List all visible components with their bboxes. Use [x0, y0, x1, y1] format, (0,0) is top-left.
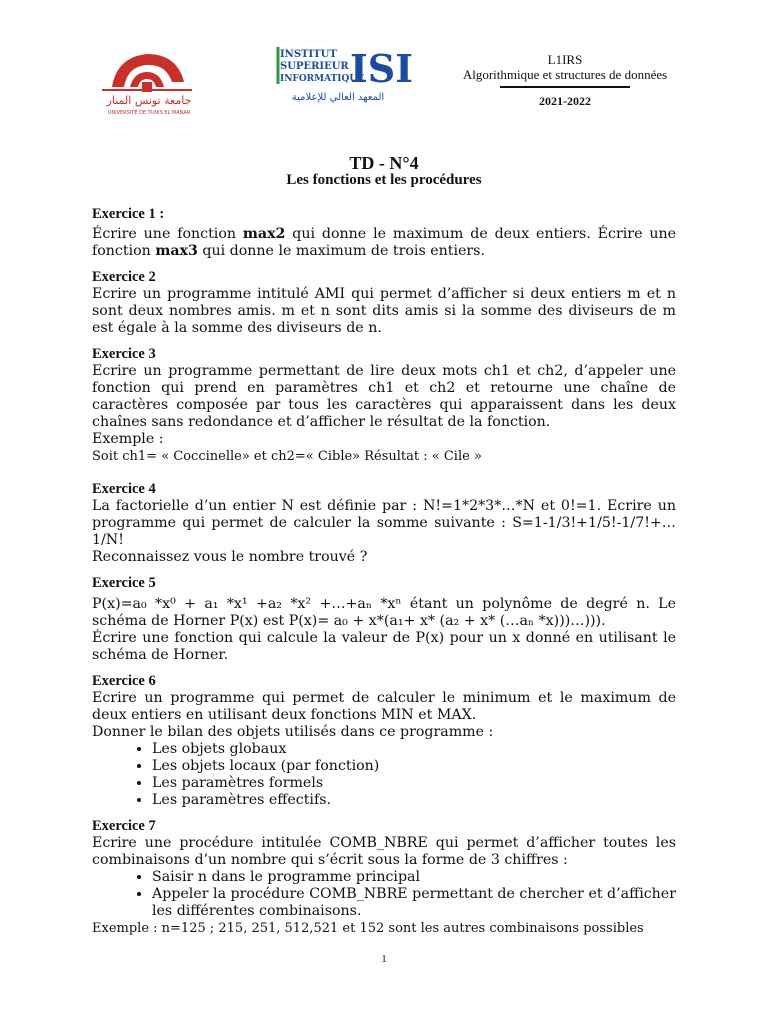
- list-item: • Appeler la procédure COMB_NBRE permettant de chercher et d’afficher les différentes combinaisons.: [152, 886, 676, 920]
- exercise-7-example: Exemple : n=125 ; 215, 251, 512,521 et 152 sont les autres combinaisons possibles: [92, 921, 644, 936]
- page-number: 1: [381, 953, 387, 965]
- list-item: • Les paramètres effectifs.: [152, 792, 676, 809]
- level-label: L1IRS: [547, 52, 583, 67]
- svg-text:SUPERIEUR: SUPERIEUR: [280, 61, 349, 72]
- course-name: Algorithmique et structures de données: [462, 67, 668, 82]
- exercise-1-heading: Exercice 1 :: [92, 206, 165, 222]
- exercise-7-list: [92, 869, 676, 920]
- exercise-1-text: Écrire une fonction max2 qui donne le maximum de deux entiers. Écrire une fonction max3 qui donne le maximum de trois entiers.: [92, 226, 677, 259]
- svg-text:INFORMATIQUE: INFORMATIQUE: [280, 74, 365, 84]
- header-rule: [500, 86, 630, 88]
- exercise-6-text: Ecrire un programme qui permet de calculer le minimum et le maximum de deux entiers en utilisant deux fonctions MIN et MAX.: [92, 690, 676, 723]
- exercise-7-text: Ecrire une procédure intitulée COMB_NBRE qui permet d’afficher toutes les combinaisons d’un nombre qui s’écrit sous la forme de 3 chiffres :: [92, 835, 676, 868]
- exercise-5-polynomial: P(x)=a₀ *x⁰ + a₁ *x¹ +a₂ *x² +…+aₙ *xⁿ étant un polynôme de degré n. Le schéma de Horner P(x) est P(x)= a₀ + x*(a₁+ x* (a₂ + x* (…aₙ *x)))…))).: [92, 596, 676, 629]
- exercise-4-question: Reconnaissez vous le nombre trouvé ?: [92, 549, 368, 565]
- course-header: [430, 52, 700, 109]
- document-subtitle: Les fonctions et les procédures: [286, 172, 482, 188]
- exercise-3-example: Soit ch1= « Coccinelle» et ch2=« Cible» Résultat : « Cile »: [92, 449, 482, 464]
- exercise-7-heading: Exercice 7: [92, 818, 156, 834]
- exercise-6-text-2: Donner le bilan des objets utilisés dans ce programme :: [92, 724, 494, 740]
- academic-year: 2021-2022: [539, 94, 591, 108]
- exercise-3-heading: Exercice 3: [92, 346, 156, 362]
- utm-logo-subtext: UNIVERSITÉ DE TUNIS EL MANAR: [107, 110, 191, 116]
- svg-text:المعهد العالي للإعلامية: المعهد العالي للإعلامية: [291, 92, 385, 103]
- document-title: TD - N°4: [349, 153, 419, 173]
- isi-institute-logo: [278, 46, 413, 106]
- svg-text:INSTITUT: INSTITUT: [280, 49, 337, 60]
- utm-university-logo: [92, 42, 207, 117]
- utm-logo-arabic: جامعة تونس المنار: [106, 94, 192, 107]
- exercise-5-text: Écrire une fonction qui calcule la valeur de P(x) pour un x donné en utilisant le schéma de Horner.: [92, 630, 676, 663]
- list-item: • Saisir n dans le programme principal: [152, 869, 676, 886]
- list-item: • Les objets globaux: [152, 741, 676, 758]
- exercise-4-heading: Exercice 4: [92, 481, 156, 497]
- exercises: [92, 206, 676, 937]
- exercise-2-heading: Exercice 2: [92, 269, 156, 285]
- exercise-3-example-label: Exemple :: [92, 431, 164, 447]
- exercise-5-heading: Exercice 5: [92, 575, 156, 591]
- exercise-3-text: Ecrire un programme permettant de lire deux mots ch1 et ch2, d’appeler une fonction qui prend en paramètres ch1 et ch2 et retourne une chaîne de caractères composée par tous les caractères qui apparaissent dans les deux chaînes sans redondance et d’afficher le résultat de la fonction.: [92, 363, 676, 430]
- exercise-6-list: [92, 741, 676, 809]
- list-item: • Les objets locaux (par fonction): [152, 758, 676, 775]
- list-item: • Les paramètres formels: [152, 775, 676, 792]
- exercise-4-text: La factorielle d’un entier N est définie par : N!=1*2*3*…*N et 0!=1. Ecrire un programme qui permet de calculer la somme suivante : S=1-1/3!+1/5!-1/7!+…1/N!: [92, 498, 676, 548]
- exercise-2-text: Ecrire un programme intitulé AMI qui permet d’afficher si deux entiers m et n sont deux nombres amis. m et n sont dits amis si la somme des diviseurs de m est égale à la somme des diviseurs de n.: [92, 286, 676, 336]
- exercise-6-heading: Exercice 6: [92, 673, 156, 689]
- svg-text:ISI: ISI: [350, 46, 413, 91]
